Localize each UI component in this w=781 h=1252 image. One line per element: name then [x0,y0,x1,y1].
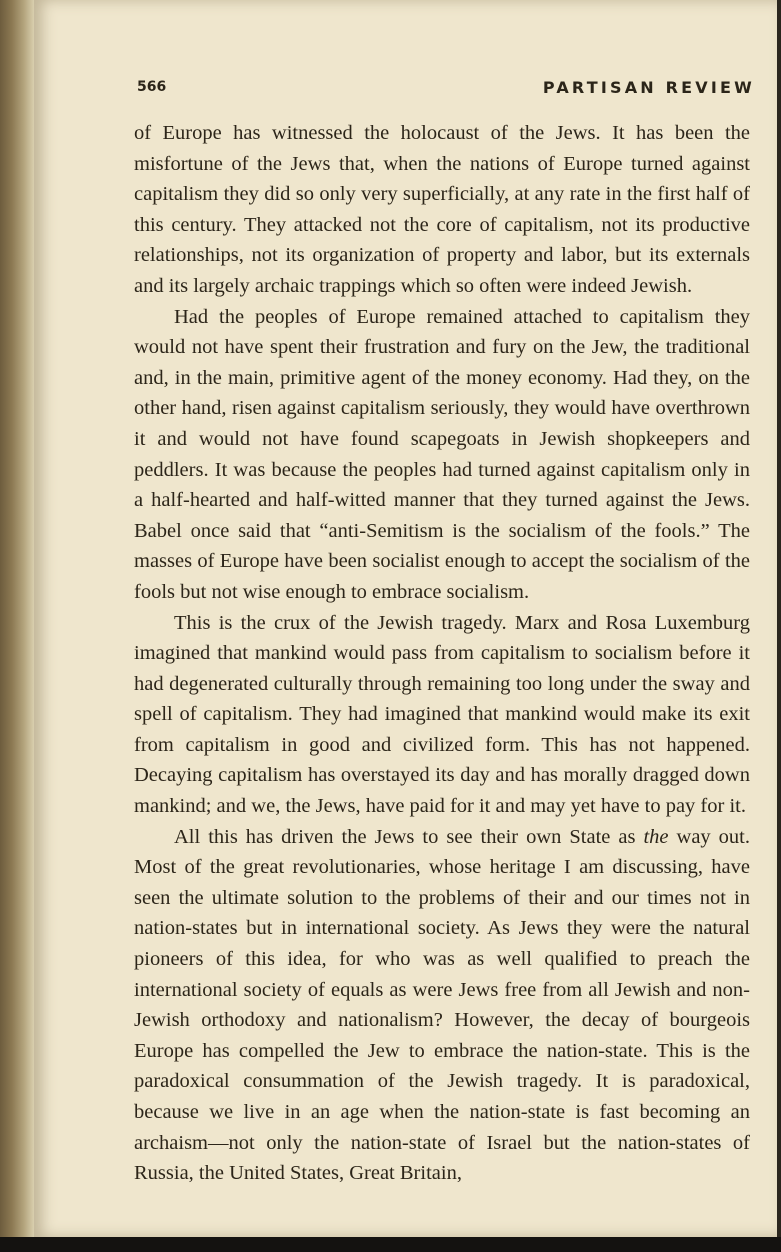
running-head: PARTISAN REVIEW [542,78,755,97]
paragraph-1: of Europe has witnessed the holocaust of the Jews. It has been the misfortune of the Jews that, when the nations of Europe turned against capitalism they did so only very superficially, at any rate in the first half of this century. They attacked not the core of capitalism, not its productive relationships, not its organization of property and labor, but its externals and its largely archaic trappings which so often were indeed Jewish. [134,122,750,297]
paragraph-3: This is the crux of the Jewish tragedy. Marx and Rosa Luxemburg imagined that mankind would pass from capitalism to socialism before it had degenerated culturally through remaining too long under the sway and spell of capitalism. They had imagined that mankind would make its exit from capitalism in good and civilized form. This has not happened. Decaying capitalism has overstayed its day and has morally dragged down mankind; and we, the Jews, have paid for it and may yet have to pay for it. [134,611,750,818]
page-number: 566 [137,79,167,95]
article-body [134,118,750,1189]
page-right-edge [777,0,781,1252]
page-bottom-edge [0,1237,781,1252]
paragraph-4-text-start: All this has driven the Jews to see their own State as [174,825,644,848]
emphasized-word: the [643,825,669,848]
paragraph-4 [134,822,750,1189]
paragraph-4-text-end: way out. Most of the great revolutionaries, whose heritage I am discussing, have seen the ultimate solution to the problems of their and our times not in nation-states but in international society. As Jews they were the natural pioneers of this idea, for who was as well qualified to preach the international society of equals as were Jews free from all Jewish and non-Jewish orthodoxy and nationalism? However, the decay of bourgeois Europe has compelled the Jew to embrace the nation-state. This is the paradoxical consummation of the Jewish tragedy. It is paradoxical, because we live in an age when the nation-state is fast becoming an archaism—not only the nation-state of Israel but the nation-states of Russia, the United States, Great Britain, [134,825,750,1185]
paragraph-2: Had the peoples of Europe remained attached to capitalism they would not have spent their frustration and fury on the Jew, the traditional and, in the main, primitive agent of the money economy. Had they, on the other hand, risen against capitalism seriously, they would have overthrown it and would not have found scapegoats in Jewish shopkeepers and peddlers. It was because the peoples had turned against capitalism only in a half-hearted and half-witted manner that they turned against the Jews. Babel once said that “anti-Semitism is the socialism of the fools.” The masses of Europe have been socialist enough to accept the socialism of the fools but not wise enough to embrace socialism. [134,305,750,603]
book-spine-shadow [0,0,34,1252]
